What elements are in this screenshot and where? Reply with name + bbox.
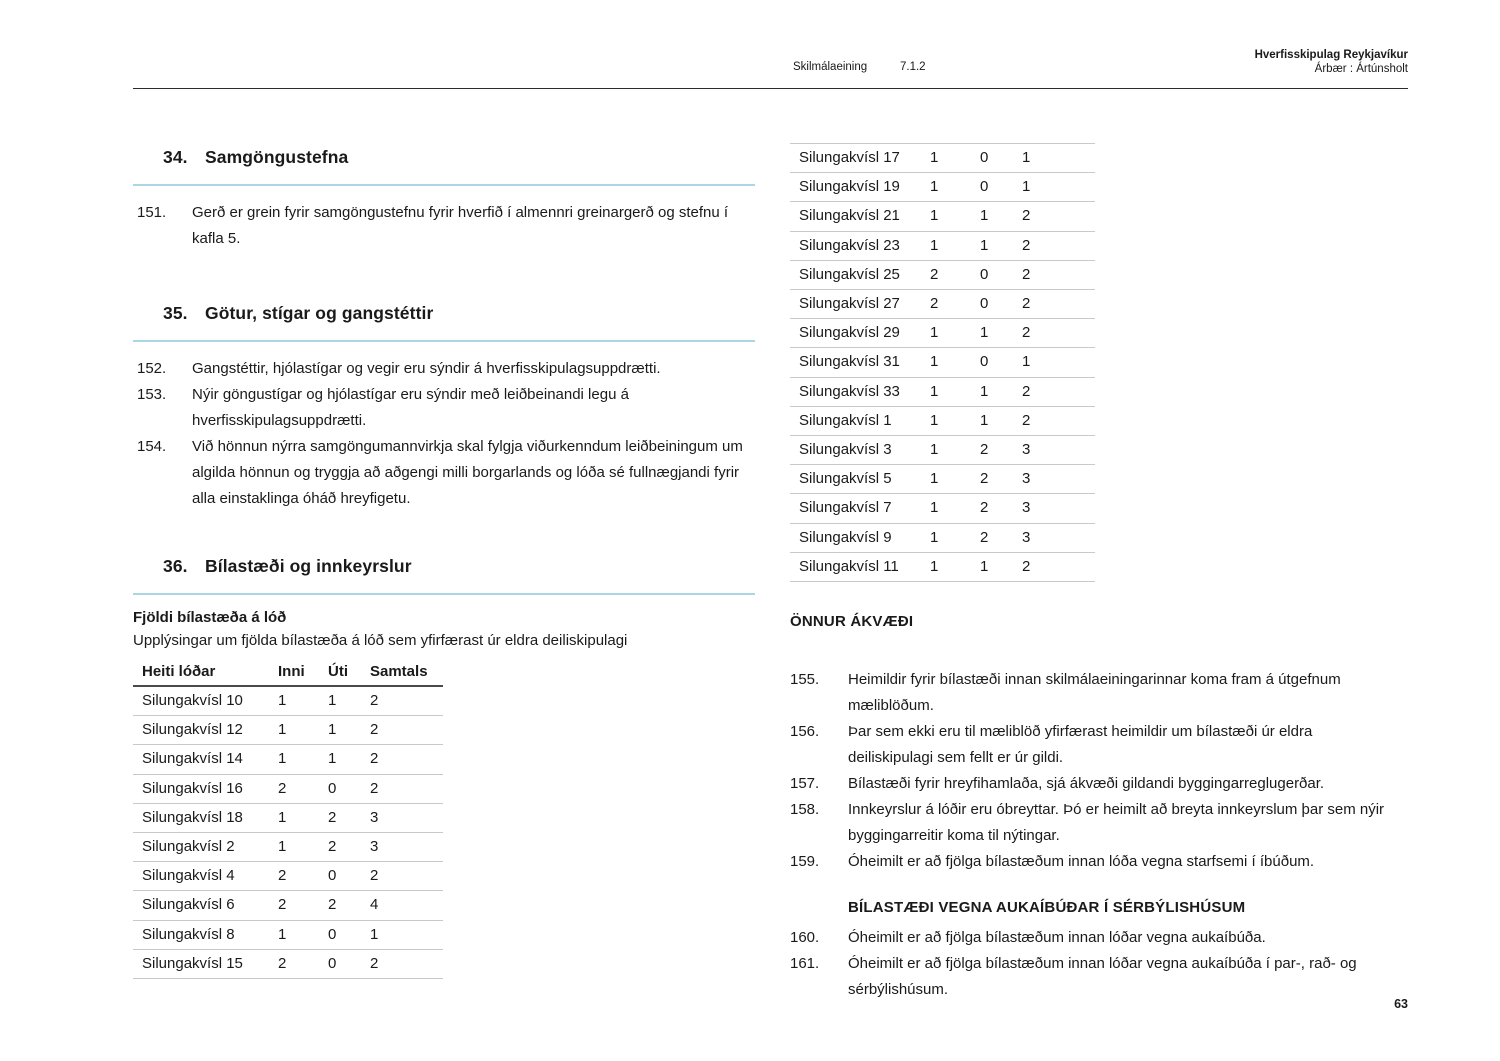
column-header-samtals: Samtals xyxy=(370,663,428,680)
cell-uti: 0 xyxy=(980,265,989,283)
table-row xyxy=(790,465,1095,494)
cell-inni: 1 xyxy=(930,207,939,225)
page-number: 63 xyxy=(1394,997,1408,1011)
cell-inni: 1 xyxy=(278,721,287,739)
cell-uti: 0 xyxy=(328,867,337,885)
cell-samtals: 2 xyxy=(1022,295,1031,313)
column-header-inni: Inni xyxy=(278,663,305,680)
cell-samtals: 1 xyxy=(1022,149,1031,166)
cell-inni: 1 xyxy=(930,499,939,517)
other-provisions-items xyxy=(790,667,1408,875)
cell-inni: 1 xyxy=(278,925,287,943)
cell-inni: 1 xyxy=(930,557,939,575)
cell-lot-name: Silungakvísl 7 xyxy=(799,499,892,517)
paragraph-text: Gerð er grein fyrir samgöngustefnu fyrir hverfið í almennri greinargerð og stefnu í kafla 5. xyxy=(192,204,729,247)
cell-samtals: 2 xyxy=(370,954,379,972)
paragraph-text: Við hönnun nýrra samgöngumannvirkja skal fylgja viðurkenndum leiðbeiningum um algilda hönnun og tryggja að aðgengi milli borgarlands og lóða sé fullnægjandi fyrir alla einstaklinga óháð hreyfigetu. xyxy=(192,438,743,507)
paragraph-number: 152. xyxy=(137,360,167,377)
parking-table-left xyxy=(133,659,443,979)
column-header-heiti-lodar: Heiti lóðar xyxy=(142,663,216,680)
table-row xyxy=(790,524,1095,553)
cell-lot-name: Silungakvísl 27 xyxy=(799,295,900,313)
cell-samtals: 3 xyxy=(1022,499,1031,517)
cell-inni: 1 xyxy=(930,441,939,459)
cell-uti: 1 xyxy=(328,750,337,768)
cell-uti: 1 xyxy=(328,692,337,709)
table-row xyxy=(790,232,1095,261)
section-heading xyxy=(133,146,755,168)
table-row xyxy=(790,144,1095,173)
cell-lot-name: Silungakvísl 4 xyxy=(142,867,235,885)
numbered-paragraph xyxy=(790,849,1408,875)
table-row xyxy=(133,775,443,804)
cell-inni: 1 xyxy=(930,236,939,254)
cell-inni: 2 xyxy=(930,295,939,313)
cell-lot-name: Silungakvísl 14 xyxy=(142,750,243,768)
other-provisions-heading: ÖNNUR ÁKVÆÐI xyxy=(790,613,914,631)
paragraph-number: 154. xyxy=(137,438,167,455)
cell-inni: 2 xyxy=(278,867,287,885)
cell-lot-name: Silungakvísl 33 xyxy=(799,382,900,400)
cell-lot-name: Silungakvísl 5 xyxy=(799,470,892,488)
cell-lot-name: Silungakvísl 18 xyxy=(142,808,243,826)
cell-samtals: 2 xyxy=(1022,411,1031,429)
cell-samtals: 4 xyxy=(370,896,379,914)
cell-samtals: 2 xyxy=(370,867,379,885)
table-row xyxy=(133,833,443,862)
paragraph-number: 158. xyxy=(790,801,820,819)
cell-lot-name: Silungakvísl 23 xyxy=(799,236,900,254)
right-column xyxy=(790,143,1408,1003)
cell-samtals: 1 xyxy=(370,925,379,943)
paragraph-text: Heimildir fyrir bílastæði innan skilmálaeiningarinnar koma fram á útgefnum mæliblöðum. xyxy=(848,671,1341,715)
section-accent-rule xyxy=(133,593,755,595)
cell-samtals: 3 xyxy=(1022,470,1031,488)
cell-samtals: 2 xyxy=(1022,324,1031,342)
cell-lot-name: Silungakvísl 31 xyxy=(799,353,900,371)
cell-inni: 1 xyxy=(278,692,287,709)
paragraph-number: 159. xyxy=(790,853,820,871)
cell-lot-name: Silungakvísl 9 xyxy=(799,528,892,546)
cell-uti: 1 xyxy=(328,721,337,739)
table-row xyxy=(790,319,1095,348)
paragraph-number: 155. xyxy=(790,671,820,689)
cell-lot-name: Silungakvísl 3 xyxy=(799,441,892,459)
numbered-paragraph xyxy=(790,667,1408,719)
cell-inni: 1 xyxy=(930,324,939,342)
cell-inni: 2 xyxy=(278,779,287,797)
cell-inni: 1 xyxy=(930,149,939,166)
cell-samtals: 2 xyxy=(370,779,379,797)
cell-lot-name: Silungakvísl 15 xyxy=(142,954,243,972)
cell-uti: 0 xyxy=(328,954,337,972)
cell-samtals: 3 xyxy=(370,838,379,856)
cell-inni: 2 xyxy=(278,954,287,972)
parking-table-right xyxy=(790,143,1095,582)
cell-uti: 0 xyxy=(328,925,337,943)
cell-lot-name: Silungakvísl 8 xyxy=(142,925,235,943)
paragraph-number: 151. xyxy=(137,204,167,221)
table-row xyxy=(133,687,443,716)
cell-samtals: 1 xyxy=(1022,353,1031,371)
cell-uti: 0 xyxy=(980,178,989,196)
cell-lot-name: Silungakvísl 6 xyxy=(142,896,235,914)
header-unit-label: Skilmálaeining xyxy=(793,61,868,73)
paragraph-text: Óheimilt er að fjölga bílastæðum innan lóðar vegna aukaíbúða í par-, rað- og sérbýlishúsum. xyxy=(848,955,1357,999)
section-items xyxy=(133,356,755,512)
section-title: Samgöngustefna xyxy=(205,147,349,167)
section-title: Bílastæði og innkeyrslur xyxy=(205,556,412,576)
cell-samtals: 2 xyxy=(1022,265,1031,283)
cell-uti: 2 xyxy=(980,528,989,546)
cell-uti: 2 xyxy=(980,499,989,517)
cell-samtals: 2 xyxy=(370,692,379,709)
header-organization: Hverfisskipulag Reykjavíkur xyxy=(1254,49,1408,61)
cell-samtals: 2 xyxy=(370,721,379,739)
paragraph-text: Þar sem ekki eru til mæliblöð yfirfærast heimildir um bílastæði úr eldra deiliskipulagi sem fellt er úr gildi. xyxy=(848,723,1313,767)
extra-apartments-heading: BÍLASTÆÐI VEGNA AUKAÍBÚÐAR Í SÉRBÝLISHÚSUM xyxy=(848,899,1246,917)
cell-inni: 1 xyxy=(278,808,287,826)
cell-samtals: 2 xyxy=(1022,382,1031,400)
header-rule xyxy=(133,88,1408,89)
cell-inni: 2 xyxy=(930,265,939,283)
cell-lot-name: Silungakvísl 29 xyxy=(799,324,900,342)
parking-table-body xyxy=(790,144,1095,582)
section-number: 35. xyxy=(163,303,188,323)
cell-inni: 1 xyxy=(930,178,939,196)
header-unit-code: 7.1.2 xyxy=(900,61,926,73)
table-row xyxy=(790,553,1095,582)
cell-samtals: 3 xyxy=(370,808,379,826)
section-accent-rule xyxy=(133,184,755,186)
cell-lot-name: Silungakvísl 17 xyxy=(799,149,900,166)
extra-apartments-items xyxy=(790,925,1408,1003)
header-right xyxy=(1255,48,1408,76)
cell-uti: 0 xyxy=(980,149,989,166)
numbered-paragraph xyxy=(790,797,1408,849)
section-heading xyxy=(133,302,755,324)
table-row xyxy=(133,921,443,950)
table-row xyxy=(133,891,443,920)
cell-lot-name: Silungakvísl 10 xyxy=(142,692,243,709)
cell-lot-name: Silungakvísl 25 xyxy=(799,265,900,283)
numbered-paragraph xyxy=(790,771,1408,797)
cell-inni: 1 xyxy=(930,353,939,371)
cell-uti: 1 xyxy=(980,411,989,429)
parking-description: Upplýsingar um fjölda bílastæða á lóð sem yfirfærast úr eldra deiliskipulagi xyxy=(133,632,628,649)
header-district: Árbær : Ártúnsholt xyxy=(1314,63,1408,75)
cell-uti: 0 xyxy=(980,353,989,371)
parking-table-header xyxy=(133,659,443,687)
table-row xyxy=(790,202,1095,231)
paragraph-text: Óheimilt er að fjölga bílastæðum innan lóðar vegna aukaíbúða. xyxy=(848,929,1266,947)
cell-samtals: 2 xyxy=(1022,207,1031,225)
cell-inni: 1 xyxy=(930,411,939,429)
cell-uti: 0 xyxy=(980,295,989,313)
paragraph-text: Innkeyrslur á lóðir eru óbreyttar. Þó er heimilt að breyta innkeyrslum þar sem nýir byggingarreitir koma til nýtingar. xyxy=(848,801,1385,845)
section-items xyxy=(133,200,755,252)
table-row xyxy=(790,173,1095,202)
section-number: 36. xyxy=(163,556,188,576)
section-number: 34. xyxy=(163,147,188,167)
cell-uti: 1 xyxy=(980,557,989,575)
section-accent-rule xyxy=(133,340,755,342)
paragraph-text: Óheimilt er að fjölga bílastæðum innan lóða vegna starfsemi í íbúðum. xyxy=(848,853,1315,871)
section-34-samgongustefna xyxy=(133,146,755,252)
paragraph-number: 161. xyxy=(790,955,820,973)
table-row xyxy=(133,950,443,979)
cell-uti: 0 xyxy=(328,779,337,797)
paragraph-number: 160. xyxy=(790,929,820,947)
cell-inni: 1 xyxy=(278,750,287,768)
parking-table-body xyxy=(133,687,443,979)
cell-inni: 2 xyxy=(278,896,287,914)
cell-samtals: 2 xyxy=(370,750,379,768)
table-row xyxy=(133,804,443,833)
table-row xyxy=(790,436,1095,465)
numbered-paragraph xyxy=(133,200,755,252)
cell-inni: 1 xyxy=(930,528,939,546)
paragraph-number: 157. xyxy=(790,775,820,793)
cell-inni: 1 xyxy=(278,838,287,856)
cell-uti: 1 xyxy=(980,324,989,342)
paragraph-text: Nýir göngustígar og hjólastígar eru sýndir með leiðbeinandi legu á hverfisskipulagsuppdrætti. xyxy=(192,386,629,429)
cell-lot-name: Silungakvísl 21 xyxy=(799,207,900,225)
cell-samtals: 2 xyxy=(1022,557,1031,575)
numbered-paragraph xyxy=(790,719,1408,771)
table-row xyxy=(133,862,443,891)
left-column xyxy=(133,146,755,979)
cell-uti: 1 xyxy=(980,382,989,400)
numbered-paragraph xyxy=(790,951,1408,1003)
table-row xyxy=(133,716,443,745)
cell-lot-name: Silungakvísl 16 xyxy=(142,779,243,797)
cell-lot-name: Silungakvísl 1 xyxy=(799,411,892,429)
cell-uti: 2 xyxy=(980,441,989,459)
cell-uti: 2 xyxy=(328,838,337,856)
table-row xyxy=(790,290,1095,319)
section-heading xyxy=(133,555,755,577)
table-row xyxy=(790,494,1095,523)
section-35-gotur xyxy=(133,302,755,512)
paragraph-number: 153. xyxy=(137,386,167,403)
table-row xyxy=(790,407,1095,436)
cell-samtals: 3 xyxy=(1022,528,1031,546)
numbered-paragraph xyxy=(133,434,755,512)
cell-samtals: 3 xyxy=(1022,441,1031,459)
table-row xyxy=(133,745,443,774)
numbered-paragraph xyxy=(133,356,755,382)
cell-lot-name: Silungakvísl 19 xyxy=(799,178,900,196)
section-36-bilastaedi xyxy=(133,555,755,979)
cell-samtals: 2 xyxy=(1022,236,1031,254)
parking-subtitle: Fjöldi bílastæða á lóð xyxy=(133,609,287,626)
paragraph-text: Bílastæði fyrir hreyfihamlaða, sjá ákvæði gildandi byggingarreglugerðar. xyxy=(848,775,1325,793)
cell-uti: 1 xyxy=(980,207,989,225)
cell-lot-name: Silungakvísl 12 xyxy=(142,721,243,739)
table-row xyxy=(790,378,1095,407)
cell-samtals: 1 xyxy=(1022,178,1031,196)
cell-lot-name: Silungakvísl 2 xyxy=(142,838,235,856)
table-row xyxy=(790,261,1095,290)
cell-uti: 1 xyxy=(980,236,989,254)
paragraph-number: 156. xyxy=(790,723,820,741)
cell-inni: 1 xyxy=(930,382,939,400)
cell-uti: 2 xyxy=(328,896,337,914)
paragraph-text: Gangstéttir, hjólastígar og vegir eru sýndir á hverfisskipulagsuppdrætti. xyxy=(192,360,661,377)
section-title: Götur, stígar og gangstéttir xyxy=(205,303,434,323)
cell-uti: 2 xyxy=(328,808,337,826)
table-row xyxy=(790,348,1095,377)
column-header-uti: Úti xyxy=(328,663,348,680)
numbered-paragraph xyxy=(790,925,1408,951)
cell-lot-name: Silungakvísl 11 xyxy=(799,557,899,575)
numbered-paragraph xyxy=(133,382,755,434)
cell-inni: 1 xyxy=(930,470,939,488)
cell-uti: 2 xyxy=(980,470,989,488)
